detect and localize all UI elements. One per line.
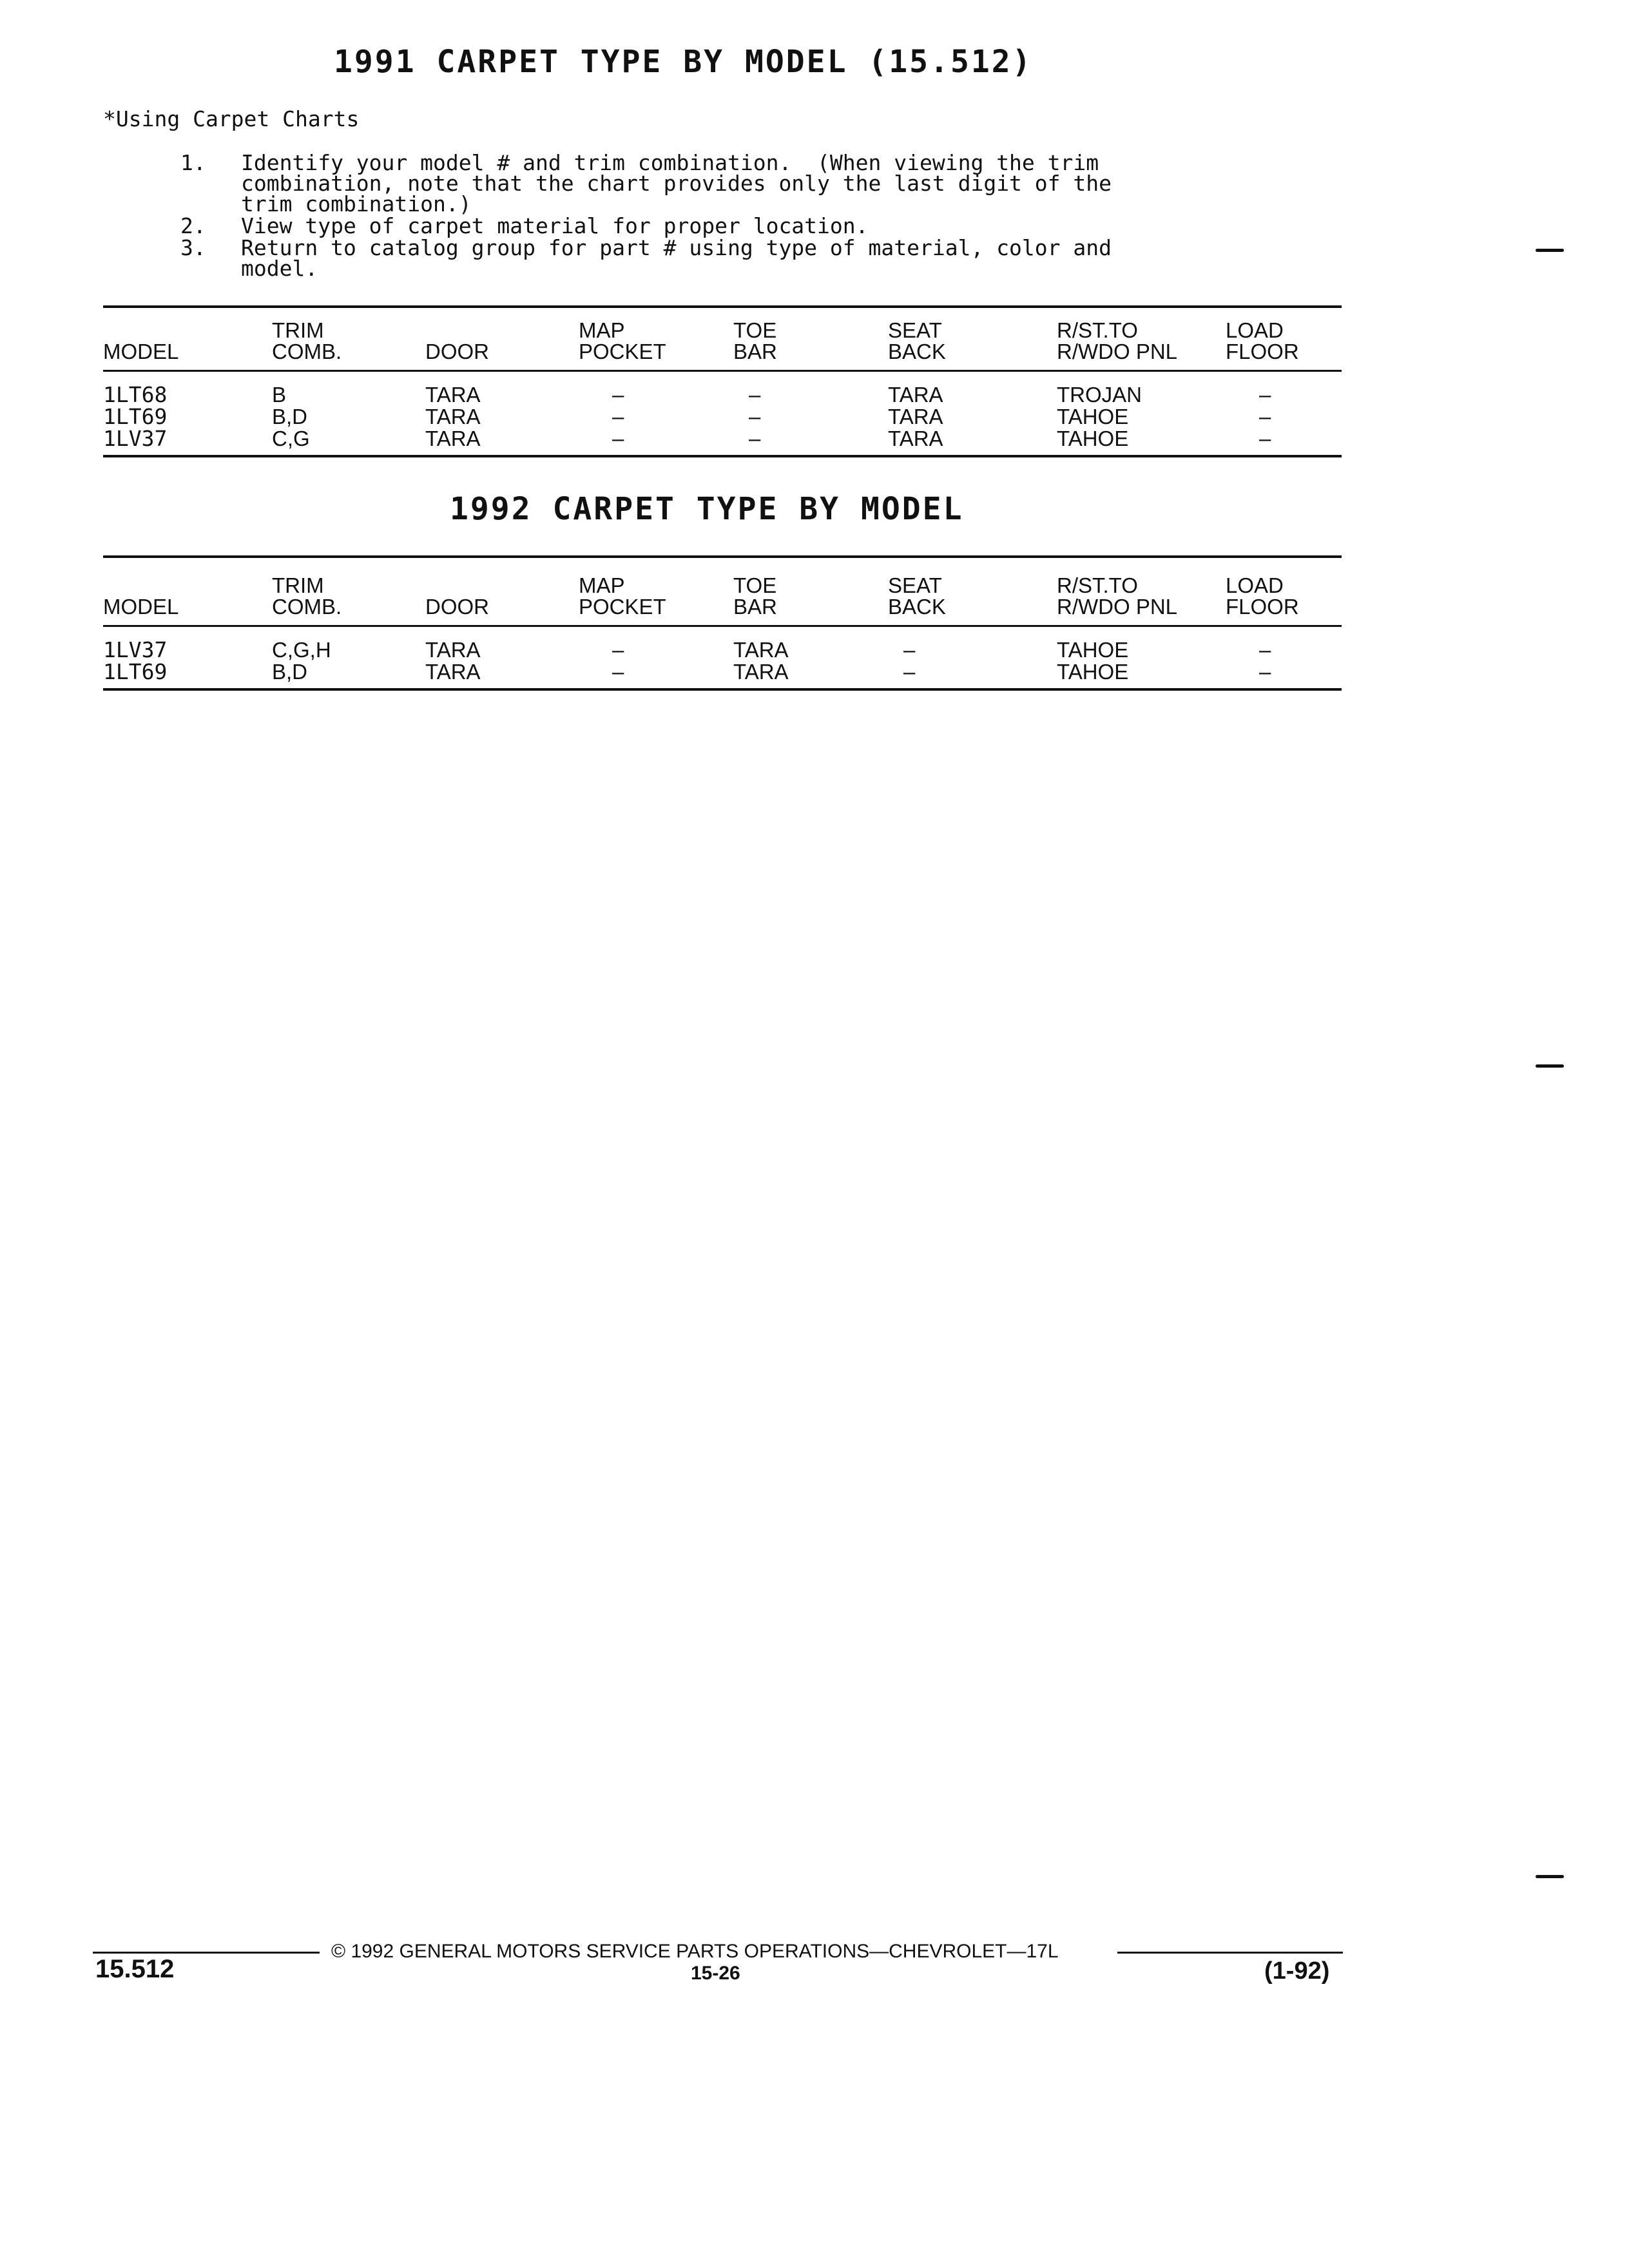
cell-model: 1LT69 xyxy=(103,659,168,684)
cell-door: TARA xyxy=(425,405,481,428)
col-toe-bar-header: TOE BAR xyxy=(733,318,777,363)
col-trim-header: TRIM COMB. xyxy=(272,318,342,363)
cell-toe-bar: – xyxy=(749,427,761,450)
cell-toe-bar: TARA xyxy=(733,638,789,662)
col-load-floor-header: LOAD FLOOR xyxy=(1226,318,1299,363)
col-door-header: DOOR xyxy=(425,340,489,363)
margin-mark xyxy=(1536,1064,1564,1068)
cell-door: TARA xyxy=(425,383,481,407)
step-1-line-2: combination, note that the chart provides only the last digit of the xyxy=(241,171,1112,196)
table-1991-top-rule xyxy=(103,305,1342,308)
col-map-pocket-header: MAP POCKET xyxy=(579,318,666,363)
step-1-number: 1. xyxy=(180,150,206,175)
footer-rule-right xyxy=(1117,1952,1343,1954)
step-3-number: 3. xyxy=(180,235,206,260)
step-2-number: 2. xyxy=(180,213,206,238)
footer-copyright: © 1992 GENERAL MOTORS SERVICE PARTS OPERATIONS—CHEVROLET—17L xyxy=(331,1941,1059,1962)
cell-load-floor: – xyxy=(1259,383,1271,407)
footer-page-number: 15-26 xyxy=(691,1963,740,1984)
cell-seat-back: TARA xyxy=(888,427,943,450)
cell-map-pocket: – xyxy=(612,638,624,662)
col-map-pocket-header: MAP POCKET xyxy=(579,573,666,619)
cell-door: TARA xyxy=(425,638,481,662)
table-1992-bottom-rule xyxy=(103,688,1342,691)
cell-rst: TAHOE xyxy=(1057,660,1129,684)
cell-map-pocket: – xyxy=(612,405,624,428)
step-2-line-1: View type of carpet material for proper location. xyxy=(241,213,869,238)
cell-rst: TAHOE xyxy=(1057,405,1129,428)
cell-trim: B,D xyxy=(272,405,308,428)
cell-rst: TAHOE xyxy=(1057,427,1129,450)
col-door-header: DOOR xyxy=(425,595,489,619)
margin-mark xyxy=(1536,1875,1564,1878)
table-1992-top-rule xyxy=(103,555,1342,558)
cell-trim: B,D xyxy=(272,660,308,684)
col-model-header: MODEL xyxy=(103,595,179,619)
table-1991-bottom-rule xyxy=(103,455,1342,457)
table-1992-header-rule xyxy=(103,625,1342,627)
cell-toe-bar: – xyxy=(749,405,761,428)
cell-door: TARA xyxy=(425,660,481,684)
step-1-line-1: Identify your model # and trim combination. (When viewing the trim xyxy=(241,150,1099,175)
col-model-header: MODEL xyxy=(103,340,179,363)
cell-map-pocket: – xyxy=(612,383,624,407)
cell-seat-back: – xyxy=(903,660,916,684)
col-seat-back-header: SEAT BACK xyxy=(888,318,946,363)
cell-trim: C,G,H xyxy=(272,638,331,662)
cell-toe-bar: TARA xyxy=(733,660,789,684)
cell-seat-back: TARA xyxy=(888,383,943,407)
col-toe-bar-header: TOE BAR xyxy=(733,573,777,619)
cell-seat-back: TARA xyxy=(888,405,943,428)
cell-toe-bar: – xyxy=(749,383,761,407)
cell-map-pocket: – xyxy=(612,427,624,450)
intro-text: *Using Carpet Charts xyxy=(103,106,360,131)
cell-model: 1LT69 xyxy=(103,404,168,429)
cell-seat-back: – xyxy=(903,638,916,662)
margin-mark xyxy=(1536,249,1564,252)
step-3-line-2: model. xyxy=(241,256,318,281)
col-seat-back-header: SEAT BACK xyxy=(888,573,946,619)
cell-door: TARA xyxy=(425,427,481,450)
step-3-line-1: Return to catalog group for part # using type of material, color and xyxy=(241,235,1112,260)
col-trim-header: TRIM COMB. xyxy=(272,573,342,619)
cell-load-floor: – xyxy=(1259,405,1271,428)
cell-map-pocket: – xyxy=(612,660,624,684)
step-1-line-3: trim combination.) xyxy=(241,191,472,216)
table-1991-header-rule xyxy=(103,370,1342,372)
col-rst-header: R/ST.TO R/WDO PNL xyxy=(1057,573,1178,619)
cell-model: 1LV37 xyxy=(103,426,168,451)
footer-section-number: 15.512 xyxy=(95,1955,175,1983)
cell-model: 1LV37 xyxy=(103,637,168,662)
cell-load-floor: – xyxy=(1259,660,1271,684)
col-load-floor-header: LOAD FLOOR xyxy=(1226,573,1299,619)
cell-trim: B xyxy=(272,383,287,407)
cell-rst: TAHOE xyxy=(1057,638,1129,662)
cell-model: 1LT68 xyxy=(103,382,168,407)
cell-load-floor: – xyxy=(1259,638,1271,662)
cell-load-floor: – xyxy=(1259,427,1271,450)
title-1992: 1992 CARPET TYPE BY MODEL xyxy=(450,491,964,527)
col-rst-header: R/ST.TO R/WDO PNL xyxy=(1057,318,1178,363)
cell-rst: TROJAN xyxy=(1057,383,1142,407)
title-1991: 1991 CARPET TYPE BY MODEL (15.512) xyxy=(334,44,1033,80)
footer-date-code: (1-92) xyxy=(1264,1957,1330,1984)
cell-trim: C,G xyxy=(272,427,310,450)
footer-rule-left xyxy=(93,1952,320,1954)
